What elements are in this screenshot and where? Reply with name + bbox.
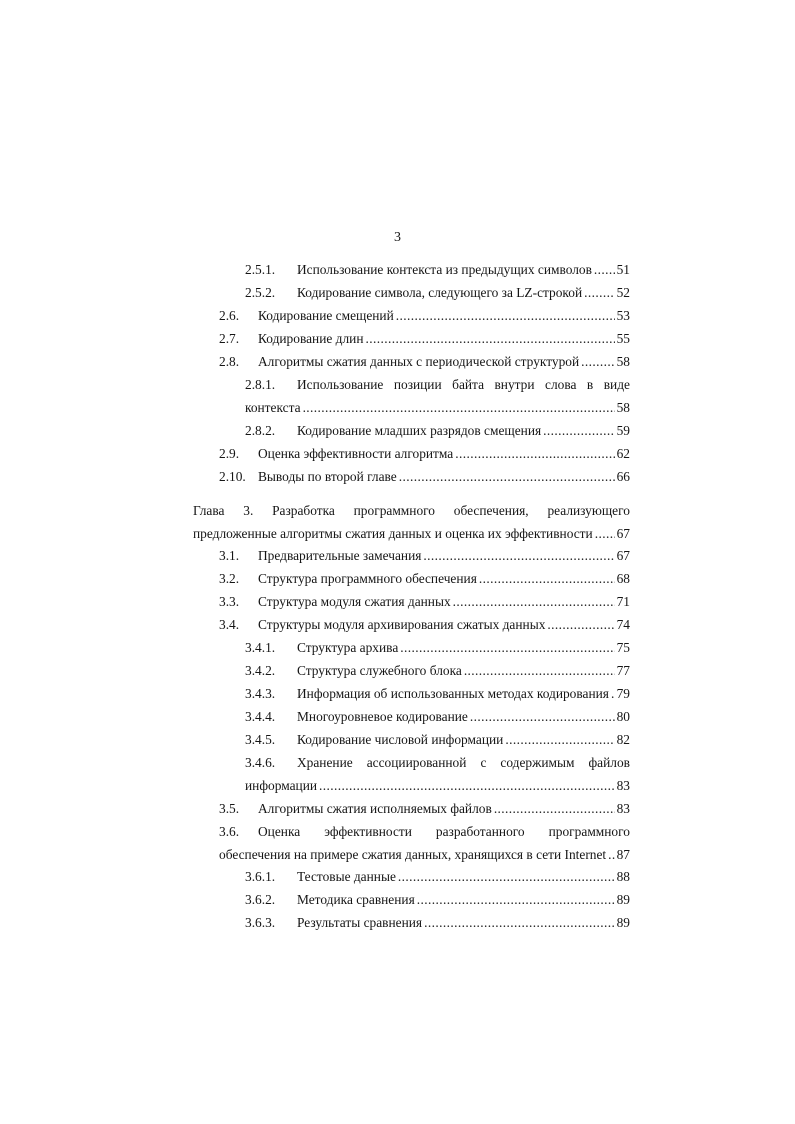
toc-entry <box>219 823 630 863</box>
leader-dots <box>584 284 615 301</box>
toc-title: Результаты сравнения <box>297 915 423 930</box>
toc-title: Алгоритмы сжатия данных с периодической структурой <box>258 354 580 369</box>
toc-title: Структура модуля сжатия данных <box>258 594 451 609</box>
toc-title: Кодирование числовой информации <box>297 732 504 747</box>
toc-word: эффективности <box>324 824 412 839</box>
leader-dots <box>464 662 615 679</box>
leader-dots <box>595 525 615 542</box>
toc-title: Структура служебного блока <box>297 663 462 678</box>
toc-word: Разработка <box>272 503 335 518</box>
toc-page: 51 <box>616 262 630 277</box>
toc-title: Информация об использованных методах кодирования <box>297 686 609 701</box>
toc-page: 67 <box>616 526 630 541</box>
toc-number: 2.5.1. <box>245 262 276 277</box>
toc-number: 3.4.3. <box>245 686 276 701</box>
toc-title-line2: информации <box>245 778 318 793</box>
toc-number: 3.4.1. <box>245 640 276 655</box>
leader-dots <box>547 616 614 633</box>
toc-number: 3.6. <box>219 824 240 839</box>
toc-title: Выводы по второй главе <box>258 469 397 484</box>
toc-word: файлов <box>588 755 630 770</box>
toc-number: 3.4.4. <box>245 709 276 724</box>
toc-number: 2.8.1. <box>245 377 276 392</box>
toc-page: 83 <box>616 778 630 793</box>
toc-page: 75 <box>616 640 630 655</box>
toc-page: 62 <box>616 446 630 461</box>
toc-word: позиции <box>393 377 442 392</box>
leader-dots <box>611 685 615 702</box>
toc-title-line2: контекста <box>245 400 301 415</box>
toc-title: Использование контекста из предыдущих символов <box>297 262 592 277</box>
toc-number: 3.6.1. <box>245 869 276 884</box>
toc-page: 83 <box>616 801 630 816</box>
toc-number: 3.4.6. <box>245 755 276 770</box>
toc-word: в <box>586 377 594 392</box>
leader-dots <box>319 777 615 794</box>
leader-dots <box>303 399 615 416</box>
toc-word: 3. <box>243 503 254 518</box>
toc-word: с <box>480 755 487 770</box>
toc-word: ассоциированной <box>366 755 467 770</box>
toc-page: 82 <box>616 732 630 747</box>
leader-dots <box>396 307 615 324</box>
toc-word: байта <box>452 377 485 392</box>
leader-dots <box>365 330 614 347</box>
toc-title-line1 <box>297 754 630 771</box>
leader-dots <box>399 468 615 485</box>
toc-page: 88 <box>616 869 630 884</box>
toc-page: 89 <box>616 915 630 930</box>
toc-entry <box>245 376 630 416</box>
toc-word: внутри <box>494 377 535 392</box>
toc-word: реализующего <box>547 503 630 518</box>
toc-page: 55 <box>616 331 630 346</box>
leader-dots <box>494 800 615 817</box>
leader-dots <box>594 261 615 278</box>
toc-title-line2: обеспечения на примере сжатия данных, хранящихся в сети Internet <box>219 847 607 862</box>
toc-word: Использование <box>297 377 384 392</box>
toc-title-line1 <box>258 823 630 840</box>
toc-word: Глава <box>193 503 225 518</box>
toc-number: 3.1. <box>219 548 240 563</box>
toc-title: Кодирование длин <box>258 331 364 346</box>
toc-word: Оценка <box>258 824 301 839</box>
toc-page: 71 <box>616 594 630 609</box>
toc-page: 66 <box>616 469 630 484</box>
toc-title: Кодирование символа, следующего за LZ-строкой <box>297 285 583 300</box>
toc-number: 2.5.2. <box>245 285 276 300</box>
leader-dots <box>543 422 614 439</box>
leader-dots <box>455 445 614 462</box>
toc-word: программного <box>548 824 630 839</box>
toc-title-line1 <box>297 376 630 393</box>
toc-title-line1 <box>193 502 630 519</box>
toc-page: 53 <box>616 308 630 323</box>
toc-word: разработанного <box>435 824 525 839</box>
toc-word: обеспечения, <box>453 503 529 518</box>
toc-page: 58 <box>616 400 630 415</box>
leader-dots <box>479 570 615 587</box>
toc-page: 68 <box>616 571 630 586</box>
toc-number: 3.6.3. <box>245 915 276 930</box>
leader-dots <box>470 708 615 725</box>
toc-number: 2.10. <box>219 469 246 484</box>
toc-number: 2.6. <box>219 308 240 323</box>
toc-word: программного <box>353 503 435 518</box>
leader-dots <box>423 547 614 564</box>
toc-number: 2.8. <box>219 354 240 369</box>
toc-number: 3.4. <box>219 617 240 632</box>
toc-number: 3.4.2. <box>245 663 276 678</box>
leader-dots <box>581 353 614 370</box>
toc-title: Многоуровневое кодирование <box>297 709 468 724</box>
toc-page: 77 <box>616 663 630 678</box>
page-number: 3 <box>394 230 401 245</box>
toc-title: Структуры модуля архивирования сжатых данных <box>258 617 546 632</box>
toc-entry <box>245 754 630 794</box>
leader-dots <box>424 914 615 931</box>
toc-title: Алгоритмы сжатия исполняемых файлов <box>258 801 492 816</box>
toc-title: Тестовые данные <box>297 869 396 884</box>
leader-dots <box>608 846 614 863</box>
toc-page: 58 <box>616 354 630 369</box>
toc-number: 3.4.5. <box>245 732 276 747</box>
leader-dots <box>505 731 614 748</box>
toc-number: 2.7. <box>219 331 240 346</box>
toc-chapter-entry <box>193 502 630 542</box>
toc-page: 87 <box>616 847 630 862</box>
toc-number: 2.9. <box>219 446 240 461</box>
toc-title: Структура архива <box>297 640 399 655</box>
toc-title: Кодирование смещений <box>258 308 394 323</box>
toc-title: Предварительные замечания <box>258 548 422 563</box>
leader-dots <box>398 868 615 885</box>
toc-page: 79 <box>616 686 630 701</box>
toc-word: слова <box>545 377 577 392</box>
toc-number: 3.5. <box>219 801 240 816</box>
toc-word: виде <box>603 377 630 392</box>
toc-number: 3.3. <box>219 594 240 609</box>
toc-page: 80 <box>616 709 630 724</box>
toc-title-line2: предложенные алгоритмы сжатия данных и оценка их эффективности <box>193 526 593 541</box>
leader-dots <box>453 593 615 610</box>
toc-title: Структура программного обеспечения <box>258 571 477 586</box>
toc-page: 52 <box>616 285 630 300</box>
toc-word: содержимым <box>500 755 575 770</box>
toc-number: 3.6.2. <box>245 892 276 907</box>
leader-dots <box>417 891 615 908</box>
toc-title: Кодирование младших разрядов смещения <box>297 423 542 438</box>
toc-number: 3.2. <box>219 571 240 586</box>
leader-dots <box>400 639 614 656</box>
toc-word: Хранение <box>297 755 353 770</box>
toc-title: Оценка эффективности алгоритма <box>258 446 454 461</box>
toc-page: 89 <box>616 892 630 907</box>
toc-title: Методика сравнения <box>297 892 415 907</box>
toc-number: 2.8.2. <box>245 423 276 438</box>
toc-page: 67 <box>616 548 630 563</box>
toc-page: 74 <box>616 617 630 632</box>
toc-page: 59 <box>616 423 630 438</box>
